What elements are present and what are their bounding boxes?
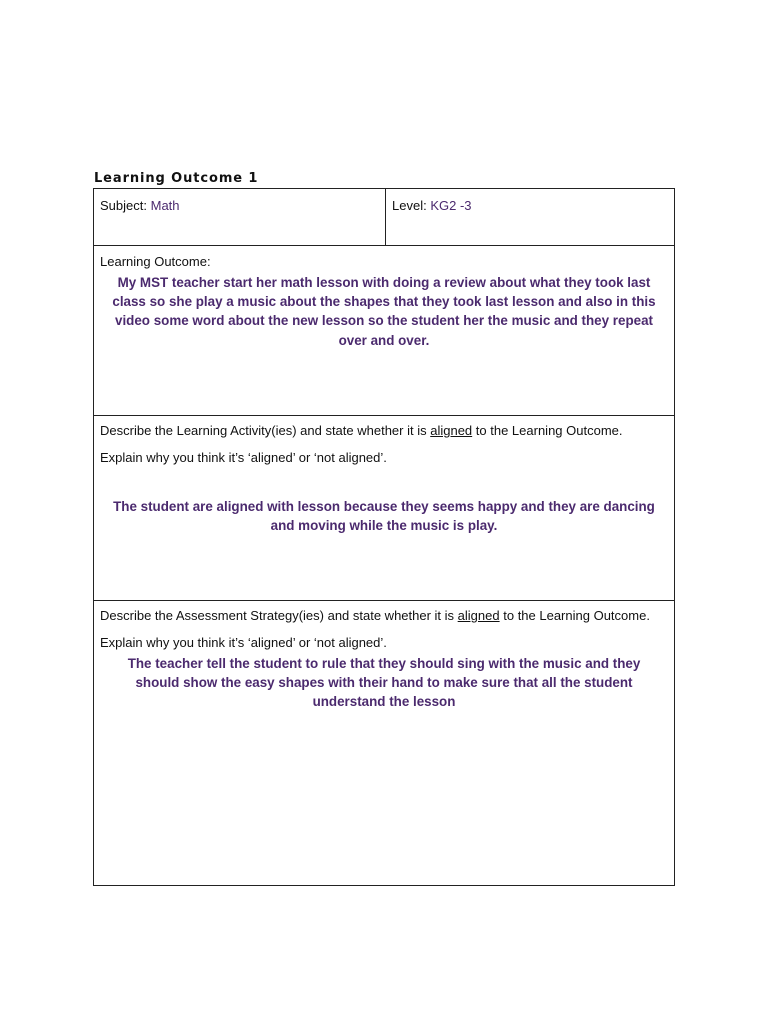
subject-cell xyxy=(94,189,386,246)
assessment-prompt xyxy=(100,608,650,623)
subject-label: Subject: xyxy=(100,198,147,213)
assessment-answer: The teacher tell the student to rule that they should sing with the music and they should show the easy shapes with their hand to make sure that all the student understand the lesson xyxy=(127,656,641,710)
level-value: KG2 -3 xyxy=(430,198,472,213)
assessment-prompt-suffix: to the Learning Outcome. xyxy=(503,608,650,623)
activity-explain: Explain why you think it’s ‘aligned’ or ‘not aligned’. xyxy=(100,450,387,465)
activity-prompt-suffix: to the Learning Outcome. xyxy=(475,423,623,438)
page-title: Learning Outcome 1 xyxy=(94,171,259,186)
learning-outcome-form xyxy=(93,188,675,886)
level-cell xyxy=(386,189,674,246)
assessment-prompt-text: Describe the Assessment Strategy(ies) and state whether it is xyxy=(100,608,455,623)
assessment-prompt-aligned: aligned xyxy=(457,608,500,623)
activity-prompt xyxy=(100,423,623,438)
level-field xyxy=(392,198,472,213)
subject-level-row xyxy=(94,189,674,246)
activity-prompt-aligned: aligned xyxy=(430,423,473,438)
assessment-strategy-section xyxy=(94,601,674,885)
activity-answer: The student are aligned with lesson because they seems happy and they are dancing and moving while the music is play. xyxy=(113,499,655,534)
assessment-explain: Explain why you think it’s ‘aligned’ or ‘not aligned’. xyxy=(100,635,387,650)
level-label: Level: xyxy=(392,198,427,213)
learning-activity-section xyxy=(94,416,674,601)
activity-prompt-text: Describe the Learning Activity(ies) and state whether it is xyxy=(100,423,427,438)
subject-field xyxy=(100,198,180,213)
learning-outcome-answer: My MST teacher start her math lesson with doing a review about what they took last class so she play a music about the shapes that they took last lesson and also in this video some word about the new lesson so the student her the music and they repeat over and over. xyxy=(112,275,656,348)
learning-outcome-section xyxy=(94,246,674,416)
subject-value: Math xyxy=(150,198,180,213)
learning-outcome-label: Learning Outcome: xyxy=(100,254,211,269)
